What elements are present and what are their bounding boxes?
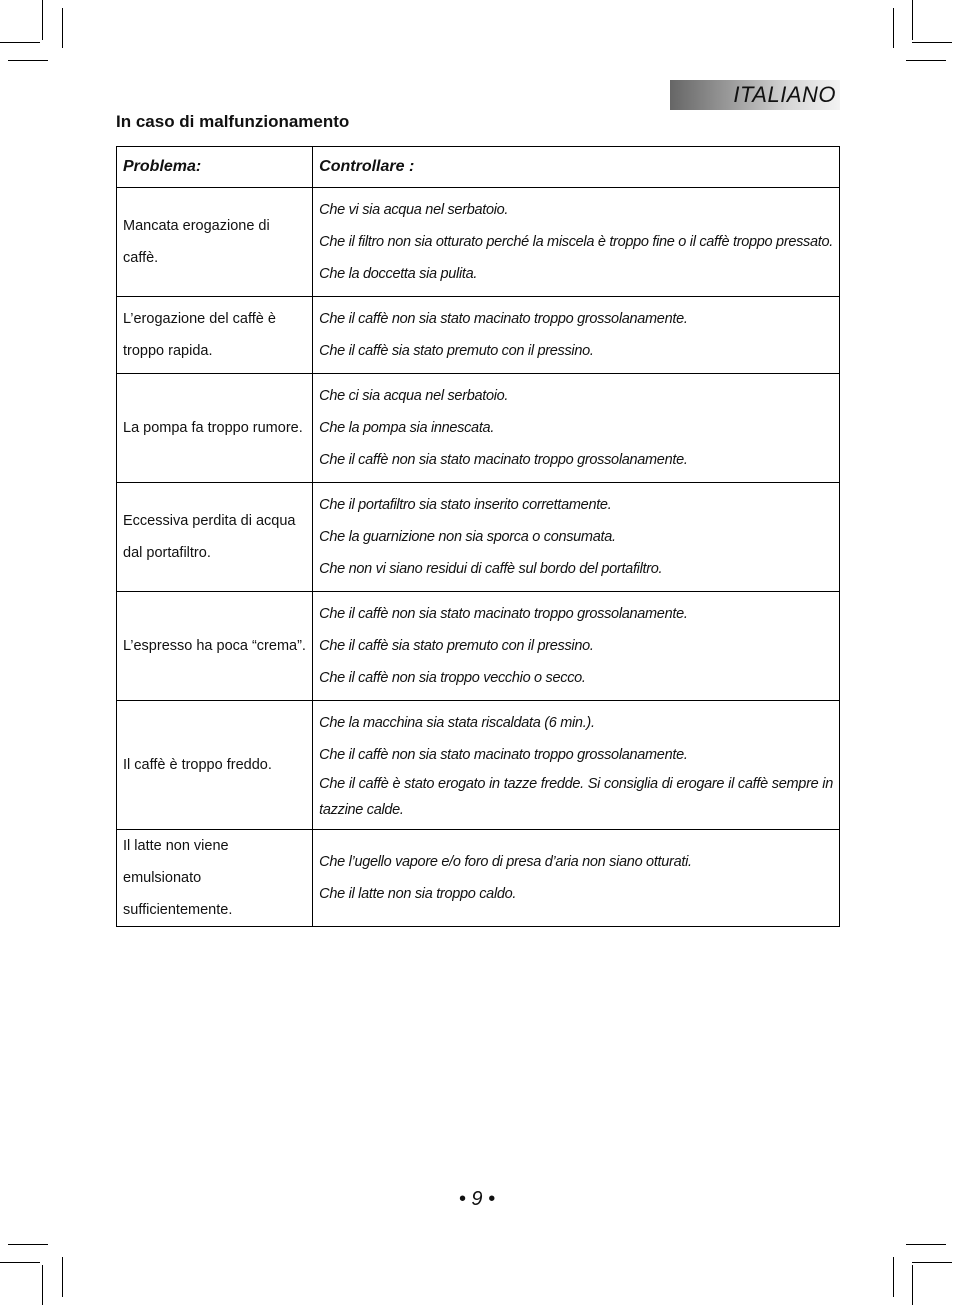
check-cell (313, 592, 840, 701)
table-row (117, 592, 840, 701)
crop-mark (912, 0, 913, 40)
crop-mark (912, 1265, 913, 1305)
check-item: Che il caffè è stato erogato in tazze fredde. Si consiglia di erogare il caffè sempre in tazzine calde. (319, 776, 833, 818)
crop-mark (0, 1262, 40, 1263)
table-row (117, 483, 840, 592)
check-item: Che il caffè sia stato premuto con il pressino. (319, 638, 594, 654)
table-row (117, 830, 840, 927)
troubleshooting-table (116, 146, 840, 927)
crop-mark (8, 1244, 48, 1245)
problem-cell: Il caffè è troppo freddo. (117, 701, 313, 830)
check-item: Che vi sia acqua nel serbatoio. (319, 202, 509, 218)
check-item: Che ci sia acqua nel serbatoio. (319, 388, 509, 404)
check-header: Controllare : (313, 147, 840, 188)
check-item: Che il caffè sia stato premuto con il pressino. (319, 343, 594, 359)
check-item: Che il caffè non sia stato macinato troppo grossolanamente. (319, 747, 688, 763)
table-row (117, 297, 840, 374)
check-item: Che il caffè non sia stato macinato troppo grossolanamente. (319, 311, 688, 327)
crop-mark (62, 1257, 63, 1297)
crop-mark (42, 1265, 43, 1305)
check-cell (313, 374, 840, 483)
problem-cell: La pompa fa troppo rumore. (117, 374, 313, 483)
problem-cell: L’espresso ha poca “crema”. (117, 592, 313, 701)
crop-mark (912, 1262, 952, 1263)
table-row (117, 188, 840, 297)
page-number: • 9 • (458, 1188, 496, 1210)
check-cell (313, 830, 840, 927)
problem-cell: Il latte non viene emulsionato sufficientemente. (117, 830, 313, 927)
problem-cell: L’erogazione del caffè è troppo rapida. (117, 297, 313, 374)
section-title: In caso di malfunzionamento (116, 112, 350, 131)
check-item: Che il filtro non sia otturato perché la miscela è troppo fine o il caffè troppo pressato. (319, 234, 833, 250)
check-item: Che la doccetta sia pulita. (319, 266, 478, 282)
check-item: Che la pompa sia innescata. (319, 420, 495, 436)
crop-mark (893, 8, 894, 48)
check-item: Che il caffè non sia troppo vecchio o secco. (319, 670, 586, 686)
crop-mark (906, 60, 946, 61)
check-item: Che il caffè non sia stato macinato troppo grossolanamente. (319, 452, 688, 468)
language-label: ITALIANO (733, 82, 836, 107)
table-row (117, 701, 840, 830)
crop-mark (62, 8, 63, 48)
problem-cell: Eccessiva perdita di acqua dal portafiltro. (117, 483, 313, 592)
check-cell (313, 701, 840, 830)
check-cell (313, 297, 840, 374)
check-cell (313, 483, 840, 592)
check-item: Che il latte non sia troppo caldo. (319, 886, 517, 902)
crop-mark (0, 42, 40, 43)
crop-mark (8, 60, 48, 61)
crop-mark (912, 42, 952, 43)
check-item: Che la macchina sia stata riscaldata (6 min.). (319, 715, 595, 731)
check-item: Che l’ugello vapore e/o foro di presa d’aria non siano otturati. (319, 854, 692, 870)
problem-header: Problema: (117, 147, 313, 188)
problem-cell: Mancata erogazione di caffè. (117, 188, 313, 297)
check-item: Che il portafiltro sia stato inserito correttamente. (319, 497, 612, 513)
check-cell (313, 188, 840, 297)
crop-mark (42, 0, 43, 40)
check-item: Che la guarnizione non sia sporca o consumata. (319, 529, 616, 545)
check-item: Che non vi siano residui di caffè sul bordo del portafiltro. (319, 561, 663, 577)
table-header-row (117, 147, 840, 188)
table-row (117, 374, 840, 483)
crop-mark (893, 1257, 894, 1297)
crop-mark (906, 1244, 946, 1245)
language-tab (670, 80, 840, 110)
check-item: Che il caffè non sia stato macinato troppo grossolanamente. (319, 606, 688, 622)
